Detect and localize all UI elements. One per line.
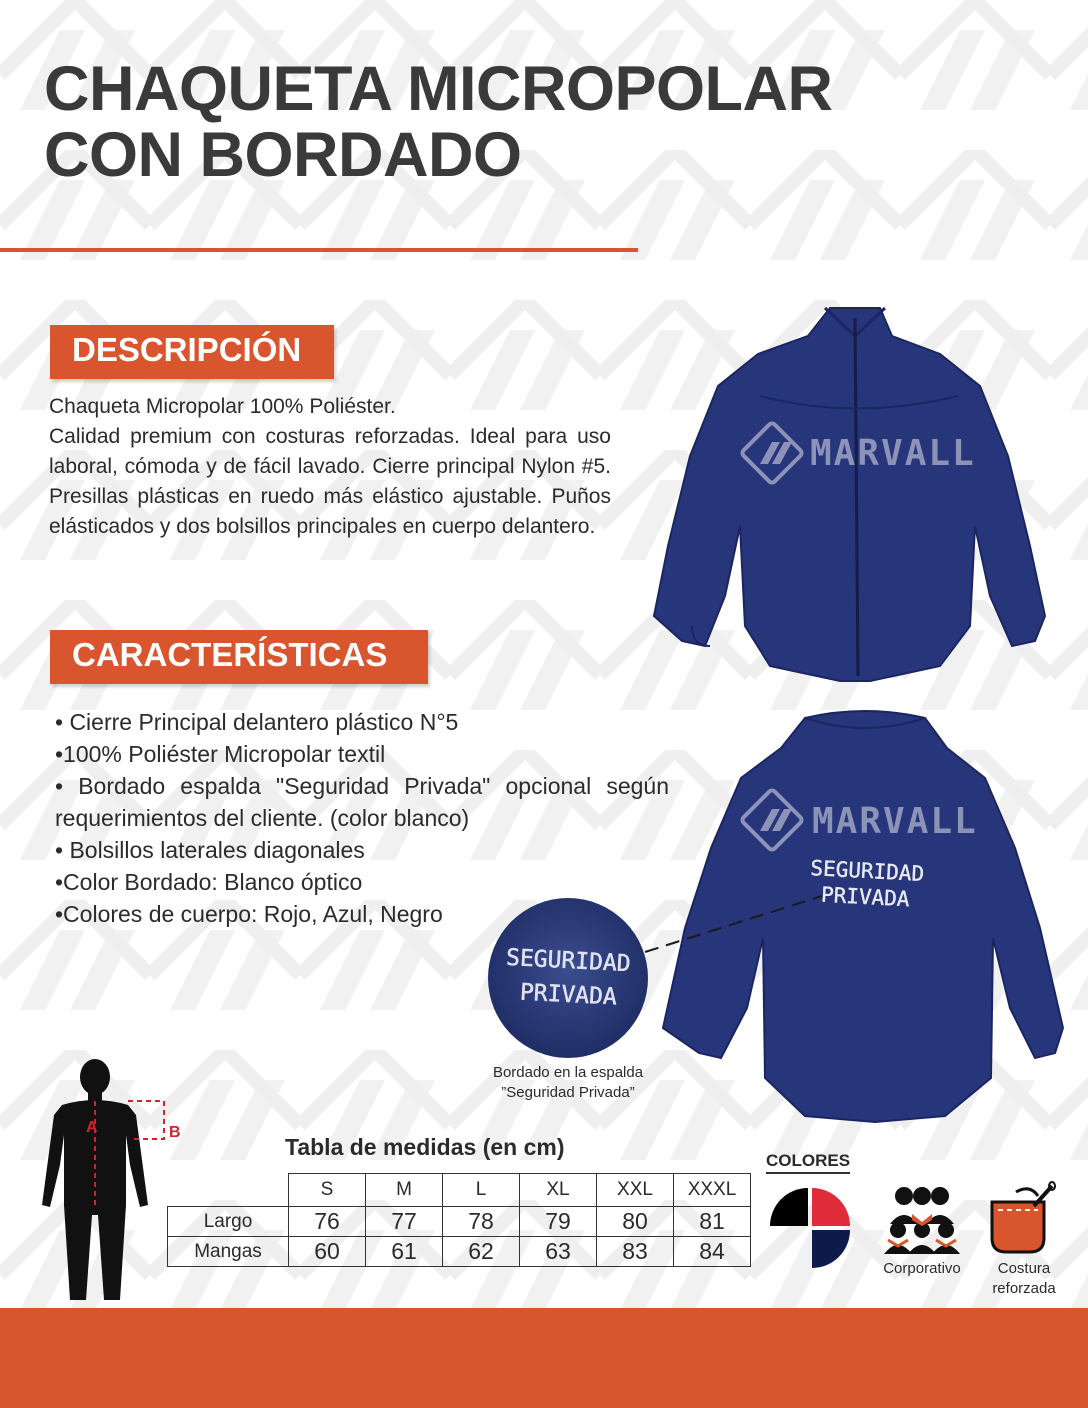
embroidery-caption-line-1: Bordado en la espalda — [492, 1064, 644, 1081]
description-body: Calidad premium con costuras reforzadas. Ideal para uso laboral, cómoda y de fácil lavado. Cierre principal Nylon #5. Presillas plásticas en ruedo más elástico ajustable. Puños elásticados y dos bolsillos principales en cuerpo delantero. — [49, 425, 611, 538]
table-cell: 84 — [674, 1237, 751, 1267]
jacket-back-embroidery-line-1: SEGURIDAD — [809, 856, 925, 886]
feature-item: • Cierre Principal delantero plástico N°5 — [55, 709, 459, 735]
description-heading: DESCRIPCIÓN — [50, 325, 334, 379]
size-table-header-row — [168, 1174, 751, 1207]
title-divider — [0, 248, 638, 252]
seam-label — [974, 1259, 1074, 1299]
embroidery-caption-line-2: ”Seguridad Privada” — [501, 1084, 635, 1101]
color-swatch-navy — [812, 1230, 850, 1268]
size-header-cell: L — [443, 1174, 520, 1207]
embroidery-detail-image — [486, 896, 650, 1060]
corporate-label: Corporativo — [883, 1260, 961, 1277]
color-swatch-chart — [768, 1186, 852, 1270]
description-text — [49, 392, 611, 542]
table-cell: 80 — [597, 1207, 674, 1237]
embroidery-detail-line-1: SEGURIDAD — [505, 944, 632, 978]
page-title-line-1: CHAQUETA MICROPOLAR — [44, 54, 833, 124]
table-cell: 78 — [443, 1207, 520, 1237]
size-header-cell: XXL — [597, 1174, 674, 1207]
color-swatch-black — [770, 1188, 808, 1226]
size-header-cell: S — [289, 1174, 366, 1207]
table-cell: 63 — [520, 1237, 597, 1267]
jacket-back-embroidery-line-2: PRIVADA — [820, 882, 911, 912]
table-cell: 83 — [597, 1237, 674, 1267]
feature-item: • Bolsillos laterales diagonales — [55, 837, 365, 863]
row-label-mangas: Mangas — [168, 1237, 289, 1267]
table-cell: 61 — [366, 1237, 443, 1267]
color-swatch-red — [812, 1188, 850, 1226]
embroidery-caption — [468, 1063, 668, 1103]
footer-band — [0, 1308, 1088, 1408]
page-title — [44, 56, 944, 188]
needle-thread-icon — [986, 1180, 1062, 1256]
size-header-cell: M — [366, 1174, 443, 1207]
features-heading: CARACTERÍSTICAS — [50, 630, 428, 684]
row-label-largo: Largo — [168, 1207, 289, 1237]
table-cell: 76 — [289, 1207, 366, 1237]
measure-label-b: B — [169, 1124, 181, 1141]
size-table-title: Tabla de medidas (en cm) — [285, 1134, 565, 1160]
colors-heading: COLORES — [766, 1151, 851, 1170]
seam-label-line-2: reforzada — [992, 1280, 1056, 1297]
feature-item: •Color Bordado: Blanco óptico — [55, 869, 363, 895]
description-line-1: Chaqueta Micropolar 100% Poliéster. — [49, 395, 396, 418]
corporate-icon — [880, 1184, 964, 1256]
feature-item: •100% Poliéster Micropolar textil — [55, 741, 386, 767]
feature-item: •Colores de cuerpo: Rojo, Azul, Negro — [55, 901, 443, 927]
table-row — [168, 1237, 751, 1267]
table-row — [168, 1207, 751, 1237]
size-header-cell: XXXL — [674, 1174, 751, 1207]
colors-divider — [766, 1172, 850, 1174]
embroidery-callout-line — [640, 890, 840, 960]
page-title-line-2: CON BORDADO — [44, 120, 522, 190]
table-cell: 60 — [289, 1237, 366, 1267]
table-cell: 62 — [443, 1237, 520, 1267]
table-cell: 81 — [674, 1207, 751, 1237]
jacket-back-watermark: MARVALL — [812, 801, 978, 842]
table-cell: 79 — [520, 1207, 597, 1237]
embroidery-detail-line-2: PRIVADA — [519, 979, 618, 1011]
jacket-front-image — [640, 296, 1060, 686]
measure-label-a: A — [86, 1119, 98, 1136]
feature-item: • Bordado espalda "Seguridad Privada" opcional según requerimientos del cliente. (color blanco) — [55, 773, 669, 831]
size-table — [167, 1173, 751, 1267]
size-table-corner — [168, 1174, 289, 1207]
table-cell: 77 — [366, 1207, 443, 1237]
size-header-cell: XL — [520, 1174, 597, 1207]
seam-label-line-1: Costura — [997, 1260, 1051, 1277]
jacket-front-watermark: MARVALL — [810, 433, 976, 474]
